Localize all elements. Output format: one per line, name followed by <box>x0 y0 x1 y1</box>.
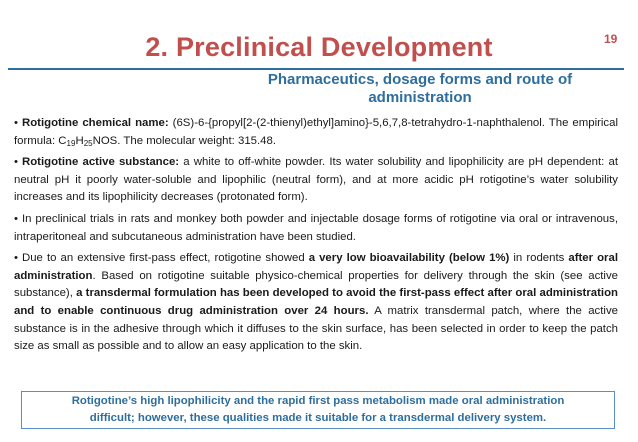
emphasis-oral: after oral administration <box>14 252 618 282</box>
bullet-label: Rotigotine active substance: <box>22 156 180 169</box>
formula-part: H <box>75 134 84 147</box>
subtitle-line-1: Pharmaceutics, dosage forms and route of <box>267 71 573 88</box>
bullet-first-pass <box>14 250 618 356</box>
emphasis-transdermal: a transdermal formulation has been developed to avoid the first-pass effect after oral administration and to enable continuous drug administration over 24 hours. <box>14 287 618 317</box>
bullet-icon: • <box>14 252 18 265</box>
bullet-list <box>14 115 618 360</box>
bullet-text: A matrix transdermal patch, where the active substance is in the adhesive through which it diffuses to the skin surface, has been selected in order to keep the patch size as small as possible and to allow an easy application to the skin. <box>14 304 618 353</box>
bullet-text: NOS. The molecular weight: 315.48. <box>92 134 276 147</box>
bullet-preclinical-trials <box>14 211 618 246</box>
bullet-text: a white to off-white powder. Its water solubility and lipophilicity are pH dependent: at neutral pH it poorly water-soluble and lipophilic (neutral form), and at more acidic pH rotigotine’s water solubility increases and its lipophilicity decreases (protonated form). <box>14 156 618 204</box>
bullet-active-substance <box>14 154 618 207</box>
bullet-text: (6S)-6-{propyl[2-(2-thienyl)ethyl]amino}-5,6,7,8-tetrahydro-1-naphthalenol. The empirical formula: C <box>14 117 618 147</box>
summary-callout <box>21 391 615 429</box>
bullet-label: Rotigotine chemical name: <box>22 117 169 129</box>
bullet-text: . Based on rotigotine suitable physico-chemical properties for delivery through the skin (see active substance), <box>14 269 618 300</box>
callout-line-2: difficult; however, these qualities made it suitable for a transdermal delivery system. <box>89 412 547 424</box>
bullet-text: Due to an extensive first-pass effect, rotigotine showed <box>22 252 309 265</box>
section-subtitle <box>220 71 620 107</box>
emphasis-bioavailability: a very low bioavailability (below 1%) <box>308 252 510 265</box>
bullet-text: in rodents <box>509 252 569 265</box>
title-divider <box>8 68 624 70</box>
bullet-text: In preclinical trials in rats and monkey both powder and injectable dosage forms of rotigotine via oral or intravenous, intraperitoneal and subcutaneous administration have been studied. <box>14 212 618 243</box>
bullet-chemical-name <box>14 115 618 150</box>
slide-title: 2. Preclinical Development <box>145 32 493 62</box>
formula-subscript: 19 <box>66 138 76 148</box>
bullet-icon: • <box>14 156 18 169</box>
subtitle-line-2: administration <box>368 89 472 106</box>
callout-line-1: Rotigotine’s high lipophilicity and the rapid first pass metabolism made oral administration <box>71 395 565 407</box>
formula-subscript: 25 <box>83 138 93 148</box>
page-number: 19 <box>604 32 618 46</box>
bullet-icon: • <box>14 117 18 129</box>
bullet-icon: • <box>14 212 18 225</box>
